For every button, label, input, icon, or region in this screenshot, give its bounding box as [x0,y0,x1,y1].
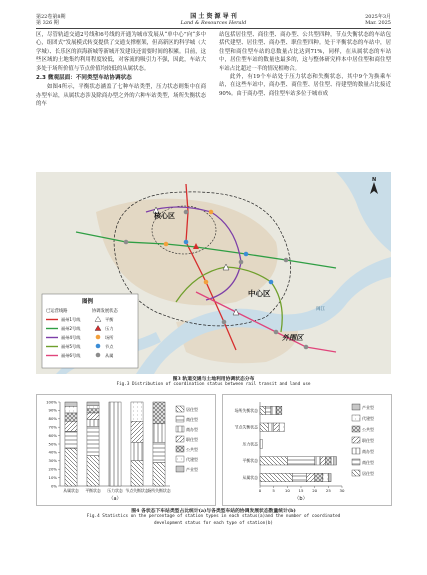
x-category-label: 压力状态 [107,488,123,493]
bar-segment [87,426,99,455]
bar-segment [109,402,121,486]
bar-segment [268,423,273,431]
legend-swatch [176,436,184,442]
legend-label: 商办型 [362,449,374,454]
x-tick-label: 25 [325,488,331,493]
bar-segment [260,406,265,414]
bar-segment [306,473,314,481]
bar-segment [87,420,99,427]
map-legend [42,294,138,368]
x-tick-label: 20 [312,488,318,493]
fig3-caption-cn: 图3 轨道交通与土地利用协调状态分布 [172,376,255,382]
bar-segment [260,423,268,431]
y-tick-label: 70% [48,424,57,430]
y-tick-label: 30% [48,458,57,464]
bar-segment [153,402,165,424]
bar-segment [260,440,263,448]
legend-line-label: 福州1号线 [61,317,81,322]
right-text-column [219,31,391,98]
bar-segment [87,405,99,408]
bar-segment [315,457,320,465]
y-tick-label: 100% [46,399,57,405]
bar-segment [65,431,77,448]
y-tick-label: 0% [50,483,57,489]
right-paragraph-2: 此外，有19个车站处于压力状态和失衡状态，其中9个为换乘车站，在这些车站中，商办型、商住型、居住型、待建型的数量占比接近90%。由于商办型、商住型车站多位于城市成 [219,74,391,97]
bar-segment [260,473,293,481]
legend-swatch [352,459,360,465]
legend-swatch [352,426,360,432]
outer-zone-label: 外围区 [282,334,303,342]
y-category-label: 节点失衡状态 [234,424,258,430]
x-tick-label: 15 [298,488,304,493]
x-tick-label: 0 [258,488,262,493]
bar-segment [323,473,328,481]
journal-title-cn: 国 土 资 源 导 刊 [190,13,237,20]
bar-segment [271,406,276,414]
bar-segment [265,406,270,414]
bar-segment [279,423,284,431]
legend-state-label: 压力 [105,326,114,331]
header-rule [36,28,391,29]
legend-label: 商办型 [186,427,198,432]
core-zone-label: 核心区 [154,212,175,220]
fig3-caption-en: Fig.3 Distribution of coordination status between rail transit and land use [116,382,311,388]
bar-segment [276,406,281,414]
legend-label: 代建型 [362,416,374,421]
legend-label: 公共型 [186,447,198,452]
legend-line-label: 福州5号线 [61,344,81,349]
y-tick-label: 50% [48,441,57,447]
legend-swatch [176,416,184,422]
left-paragraph-2: 如图4所示，平衡状态涵盖了七种车站类型，压力状态则集中在商办型车站，从属状态涉及除商办型之外的六种车站类型，场所失衡状态的车 [36,84,206,108]
legend-swatch [352,404,360,410]
bar-segment [65,402,77,406]
right-paragraph-1: 站包括居住型、商住型、商办型、公共型四种，节点失衡状态的车站包括代建型、居住型、商办型、职住型四种。处于平衡状态的车站中，居住型和商住型车站的总数量占比达到71%，同样，在从属状态的车站中，居住型车站的数量也最多的，这与整体研究样本中居住型和商住型车站占比超过一半的情况相吻合。 [219,32,391,72]
bar-segment [260,457,287,465]
fig4-caption-en-1: Fig.4 Statistics on the percentage of station types in each status(a)and the number of coordinated [86,514,341,520]
y-category-label: 从属状态 [242,475,258,480]
legend-label: 代建型 [186,457,198,462]
legend-state-marker [96,344,101,349]
legend-state-label: 节点 [105,344,114,349]
y-category-label: 压力状态 [242,441,258,447]
legend-lines-header: 已运营线路 [46,309,68,314]
y-category-label: 场所失衡状态 [234,407,258,413]
date-en: Mar. 2025 [365,20,391,26]
legend-line-label: 福州4号线 [61,335,81,340]
bar-segment [153,442,165,462]
chart-a-letter: （a） [108,496,122,502]
legend-label: 职住型 [186,437,198,442]
legend-swatch [176,466,184,472]
figure-3-map [36,172,391,374]
river-label: 闽江 [316,307,325,312]
svg-text:N: N [372,177,377,183]
y-category-label: 平衡状态 [242,458,258,464]
legend-state-label: 平衡 [105,317,114,322]
bar-segment [131,461,143,486]
legend-swatch [176,456,184,462]
bar-segment [293,473,307,481]
x-category-label: 节点失衡状态 [125,488,149,493]
figure-4-caption [36,508,391,527]
y-tick-label: 60% [48,432,57,438]
center-zone-label: 中心区 [248,289,271,298]
bar-segment [131,402,143,421]
y-tick-label: 40% [48,449,57,455]
legend-state-label: 场所 [105,335,114,340]
bar-segment [87,409,99,413]
legend-swatch [352,415,360,421]
legend-title: 图例 [82,299,94,305]
legend-label: 居住型 [362,471,374,476]
legend-swatch [176,446,184,452]
bar-segment [65,406,77,413]
issue-label: 第 326 期 [36,20,59,26]
date-cn: 2025年3月 [365,14,391,20]
bar-segment [287,457,314,465]
x-tick-label: 30 [339,488,345,493]
figure-3-caption [36,376,391,389]
legend-swatch [176,426,184,432]
bar-segment [65,448,77,486]
volume-label: 第22卷第8期 [36,14,66,20]
x-tick-label: 5 [272,488,275,493]
legend-label: 商住型 [186,417,198,422]
legend-swatch [352,470,360,476]
y-tick-label: 20% [48,466,57,472]
bar-segment [274,423,279,431]
bar-segment [334,457,337,465]
legend-state-marker [96,335,101,340]
fig4-caption-cn: 图4 各状态下车站类型占比统计(a)与各类型车站的协调发展状态数量统计(b) [131,508,296,514]
legend-label: 公共型 [362,427,374,432]
bar-segment [87,413,99,420]
left-text-column [36,31,206,109]
bar-segment [87,456,99,486]
journal-title-en: Land & Resources Herald [180,20,247,26]
legend-swatch [176,406,184,412]
legend-swatch [352,437,360,443]
y-tick-label: 80% [48,416,57,422]
bar-segment [153,424,165,442]
x-category-label: 从属状态 [63,488,79,493]
bar-segment [131,421,143,442]
y-tick-label: 10% [48,474,57,480]
legend-state-marker [96,353,101,358]
x-category-label: 平衡状态 [85,488,101,493]
legend-label: 职住型 [362,438,374,443]
legend-line-label: 福州2号线 [61,326,81,331]
bar-segment [331,457,334,465]
x-category-label: 场所失衡状态 [147,488,171,493]
figure-4a-stacked-percent-chart [36,394,216,506]
chart-b-letter: （b） [294,496,308,502]
bar-segment [315,473,323,481]
legend-label: 居住型 [186,407,198,412]
legend-label: 产业型 [362,405,374,410]
x-tick-label: 10 [284,488,290,493]
legend-state-label: 从属 [105,353,114,358]
bar-segment [131,442,143,460]
legend-label: 产业型 [186,467,198,472]
legend-swatch [352,448,360,454]
figure-4b-stacked-count-chart [222,394,392,506]
section-heading: 2.3 微观层面：不同类型车站协调状态 [36,75,132,82]
left-paragraph-1: 区，尽管轨道交通2号线和6号线的开通为城市发展从“单中心”向“多中心，组团式”发展模式转变提供了交通支撑框架，但高新区的科学城（大学城）、长乐区的滨海新城等新城开发建设还需要时间的积累。目前，这些区域的土地集约利用程度较低，对客流的吸引力不强，因此，车站大多处于场所价值与节点价值均较低的从属状态。 [36,32,206,72]
legend-line-label: 福州6号线 [61,353,81,358]
legend-label: 商住型 [362,460,374,465]
bar-segment [65,413,77,421]
bar-segment [153,462,165,486]
y-tick-label: 90% [48,407,57,413]
legend-states-header: 协调发展状态 [92,309,118,314]
header-journal [0,14,427,26]
bar-segment [326,457,331,465]
bar-segment [65,421,77,431]
bar-segment [320,457,325,465]
bar-segment [87,402,99,405]
fig4-caption-en-2: development status for each type of station(b) [154,520,273,526]
header-date [365,14,391,26]
bar-segment [328,473,331,481]
